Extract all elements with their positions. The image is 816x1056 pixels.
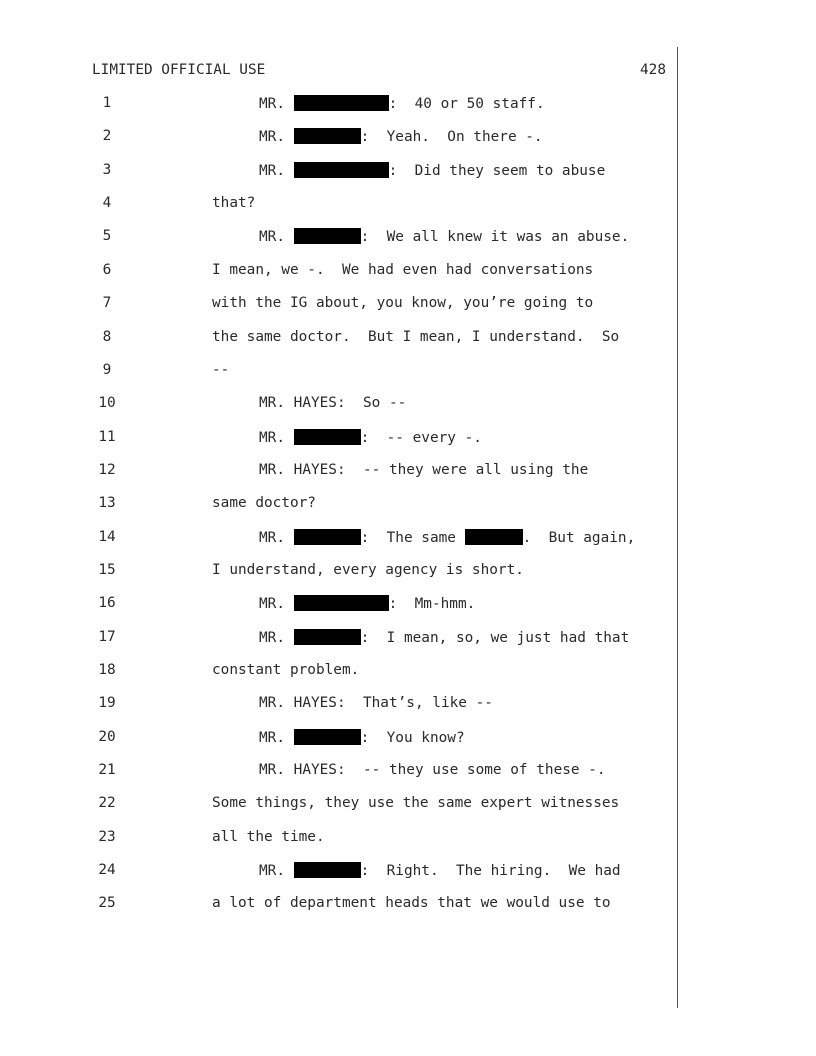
line-number: 4: [102, 195, 112, 212]
redaction-box: [294, 529, 361, 545]
transcript-line: [0, 795, 677, 815]
text-segment: MR. HAYES: -- they use some of these -.: [259, 762, 606, 778]
transcript-line: [0, 495, 677, 515]
line-text: [212, 562, 524, 578]
line-text: [259, 529, 635, 546]
line-text: [212, 829, 325, 845]
text-segment: MR.: [259, 863, 294, 880]
text-segment: MR. HAYES: So --: [259, 395, 407, 412]
redaction-box: [294, 729, 361, 745]
line-text: [212, 495, 316, 511]
page-number: 428: [640, 62, 666, 78]
text-segment: MR.: [259, 729, 294, 746]
transcript-line: [0, 429, 677, 449]
transcript-line: [0, 362, 677, 382]
line-text: [259, 762, 606, 778]
text-segment: the same doctor. But I mean, I understand. So: [212, 328, 620, 345]
transcript-line: [0, 95, 677, 115]
line-text: [259, 128, 543, 145]
redaction-box: [294, 595, 389, 611]
text-segment: I mean, we -. We had even had conversations: [212, 261, 594, 278]
line-number: 12: [98, 461, 116, 478]
line-number: 20: [98, 728, 116, 745]
line-text: [212, 295, 593, 311]
text-segment: same doctor?: [212, 495, 316, 512]
classification-marking: LIMITED OFFICIAL USE: [92, 62, 266, 78]
line-number: 10: [98, 395, 116, 412]
line-number: 2: [102, 128, 112, 145]
redaction-box: [465, 529, 523, 545]
text-segment: constant problem.: [212, 662, 360, 678]
transcript-line: [0, 228, 677, 248]
text-segment: MR. HAYES: That’s, like --: [259, 695, 493, 712]
line-number: 3: [102, 161, 112, 178]
text-segment: MR.: [259, 429, 294, 446]
line-number: 11: [98, 428, 116, 445]
transcript-line: [0, 695, 677, 715]
transcript-line: [0, 595, 677, 615]
line-text: [259, 862, 621, 879]
text-segment: MR.: [259, 529, 294, 546]
text-segment: : Mm-hmm.: [388, 596, 476, 613]
redaction-box: [294, 95, 389, 111]
text-segment: I understand, every agency is short.: [212, 561, 524, 578]
line-text: [212, 195, 255, 211]
line-number: 16: [98, 595, 116, 612]
transcript-line: [0, 862, 677, 882]
text-segment: that?: [212, 195, 256, 212]
text-segment: MR.: [259, 96, 294, 112]
text-segment: all the time.: [212, 828, 325, 845]
line-text: [259, 429, 482, 446]
text-segment: MR.: [259, 596, 294, 613]
line-text: [212, 662, 359, 678]
redaction-box: [294, 228, 361, 244]
transcript-line: [0, 128, 677, 148]
line-text: [259, 395, 406, 411]
line-text: [259, 629, 629, 646]
transcript-line: [0, 195, 677, 215]
text-segment: Some things, they use the same expert witnesses: [212, 795, 620, 812]
line-number: 25: [98, 895, 116, 912]
line-text: [212, 262, 593, 278]
redaction-box: [294, 162, 389, 178]
line-number: 7: [102, 295, 112, 312]
transcript-line: [0, 729, 677, 749]
text-segment: MR.: [259, 629, 294, 646]
line-text: [259, 695, 493, 711]
transcript-line: [0, 895, 677, 915]
line-text: [259, 462, 588, 478]
line-number: 6: [102, 261, 112, 278]
text-segment: : Right. The hiring. We had: [360, 863, 621, 880]
line-text: [259, 729, 465, 746]
text-segment: : The same: [360, 529, 465, 546]
line-text: [212, 329, 619, 345]
text-segment: MR.: [259, 229, 294, 246]
text-segment: --: [212, 361, 230, 378]
text-segment: : 40 or 50 staff.: [388, 96, 545, 112]
text-segment: with the IG about, you know, you’re going to: [212, 295, 594, 312]
transcript-line: [0, 529, 677, 549]
text-segment: : Did they seem to abuse: [388, 162, 606, 179]
text-segment: : We all knew it was an abuse.: [360, 229, 630, 246]
line-number: 8: [102, 328, 112, 345]
line-text: [259, 595, 475, 612]
line-number: 18: [98, 662, 116, 678]
line-text: [212, 795, 619, 811]
transcript-line: [0, 162, 677, 182]
redaction-box: [294, 862, 361, 878]
line-number: 13: [98, 495, 116, 512]
transcript-line: [0, 562, 677, 582]
right-margin-rule: [677, 47, 678, 1008]
line-text: [259, 162, 605, 179]
redaction-box: [294, 429, 361, 445]
text-segment: : -- every -.: [360, 429, 482, 446]
line-text: [212, 362, 229, 378]
text-segment: : Yeah. On there -.: [360, 129, 543, 146]
text-segment: MR.: [259, 129, 294, 146]
line-number: 9: [102, 361, 112, 378]
transcript-line: [0, 662, 677, 682]
transcript-line: [0, 395, 677, 415]
transcript-line: [0, 762, 677, 782]
line-number: 21: [98, 762, 116, 778]
text-segment: . But again,: [522, 529, 636, 546]
line-text: [259, 228, 629, 245]
line-number: 19: [98, 695, 116, 712]
text-segment: MR.: [259, 162, 294, 179]
line-text: [259, 95, 545, 112]
line-number: 22: [98, 795, 116, 812]
line-number: 23: [98, 828, 116, 845]
line-number: 15: [98, 561, 116, 578]
transcript-line: [0, 462, 677, 482]
transcript-line: [0, 329, 677, 349]
transcript-line: [0, 629, 677, 649]
redaction-box: [294, 629, 361, 645]
page-header: [92, 62, 666, 80]
transcript-line: [0, 262, 677, 282]
transcript-line: [0, 295, 677, 315]
line-text: [212, 895, 611, 911]
text-segment: MR. HAYES: -- they were all using the: [259, 461, 589, 478]
text-segment: : I mean, so, we just had that: [360, 629, 630, 646]
redaction-box: [294, 128, 361, 144]
line-number: 5: [102, 228, 112, 245]
text-segment: a lot of department heads that we would use to: [212, 895, 611, 912]
line-number: 14: [98, 528, 116, 545]
line-number: 24: [98, 862, 116, 879]
line-number: 17: [98, 628, 116, 645]
text-segment: : You know?: [360, 729, 465, 746]
line-number: 1: [102, 95, 112, 111]
transcript-line: [0, 829, 677, 849]
